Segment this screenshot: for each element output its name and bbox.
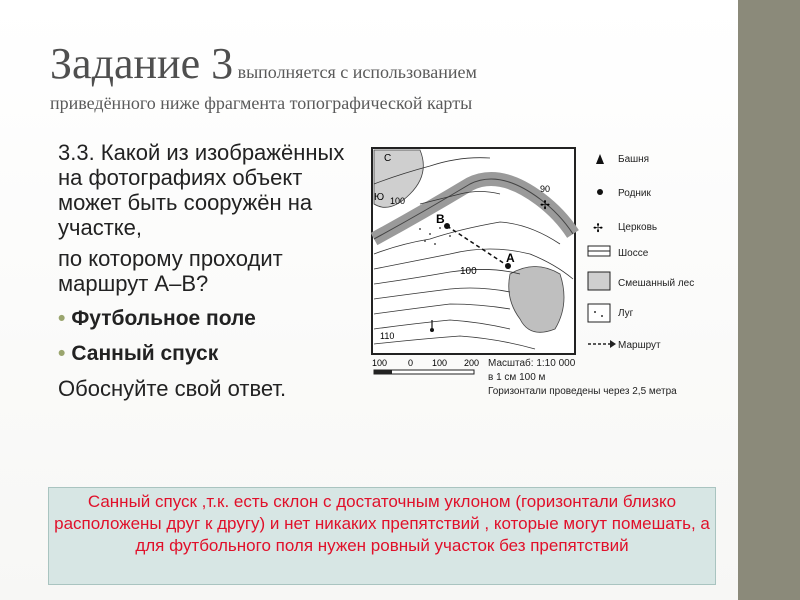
- label-b: В: [436, 212, 445, 226]
- legend-item: Шоссе: [618, 248, 649, 259]
- south-label: Ю: [374, 192, 385, 203]
- church-icon: ✢: [540, 198, 551, 212]
- spring-icon: [430, 328, 434, 332]
- option-item: • Санный спуск: [58, 341, 358, 366]
- contour-label: 100: [460, 266, 477, 277]
- tower-icon: [596, 154, 604, 164]
- legend-item: Башня: [618, 154, 650, 165]
- side-bar: [738, 0, 800, 600]
- title-main: Задание 3: [50, 39, 234, 88]
- legend-item: Родник: [618, 188, 651, 199]
- map-svg: [360, 144, 740, 406]
- svg-text:100: 100: [372, 358, 388, 368]
- spring-legend-icon: [597, 189, 603, 195]
- option-item: • Футбольное поле: [58, 306, 358, 331]
- question-text-2: по которому проходит маршрут А–В?: [58, 246, 283, 296]
- question-prompt: Обоснуйте свой ответ.: [58, 376, 287, 401]
- scale-line-2: в 1 см 100 м: [488, 372, 546, 383]
- label-a: А: [506, 251, 515, 265]
- contour-label: 110: [380, 331, 395, 341]
- map-legend: [588, 154, 694, 351]
- svg-text:200: 200: [464, 358, 480, 368]
- scale-line-3: Горизонтали проведены через 2,5 метра: [488, 386, 677, 397]
- church-legend-icon: ✢: [593, 221, 604, 235]
- north-label: С: [384, 153, 392, 164]
- topographic-map-figure: [360, 144, 740, 406]
- title-sub2: приведённого ниже фрагмента топографической карты: [50, 93, 473, 113]
- mixed-forest-legend-icon: [588, 272, 610, 290]
- options-list: [58, 306, 358, 366]
- meadow-legend-icon: [588, 304, 610, 322]
- answer-text: Санный спуск ,т.к. есть склон с достаточным уклоном (горизонтали близко расположены друг к другу) и нет никаких препятствий , которые могут помешать, а для футбольного поля нужен ровный участок без препятствий: [54, 492, 710, 555]
- question-block: [58, 140, 358, 407]
- legend-item: Смешанный лес: [618, 278, 695, 289]
- scale-bar: [372, 358, 479, 374]
- contour-label: 90: [540, 184, 551, 194]
- point-b: [444, 223, 450, 229]
- title-sub1: выполняется с использованием: [237, 62, 477, 82]
- svg-text:100: 100: [432, 358, 448, 368]
- contour-label: 100: [390, 196, 406, 206]
- answer-box: [48, 487, 716, 585]
- scale-line-1: Масштаб: 1:10 000: [488, 358, 576, 369]
- slide-title: [50, 38, 730, 114]
- svg-text:0: 0: [408, 358, 414, 368]
- question-text: 3.3. Какой из изображённых на фотографиях объект может быть сооружён на участке,: [58, 140, 345, 240]
- legend-item: Маршрут: [618, 340, 661, 351]
- legend-item: Луг: [618, 308, 634, 319]
- legend-item: Церковь: [618, 222, 658, 233]
